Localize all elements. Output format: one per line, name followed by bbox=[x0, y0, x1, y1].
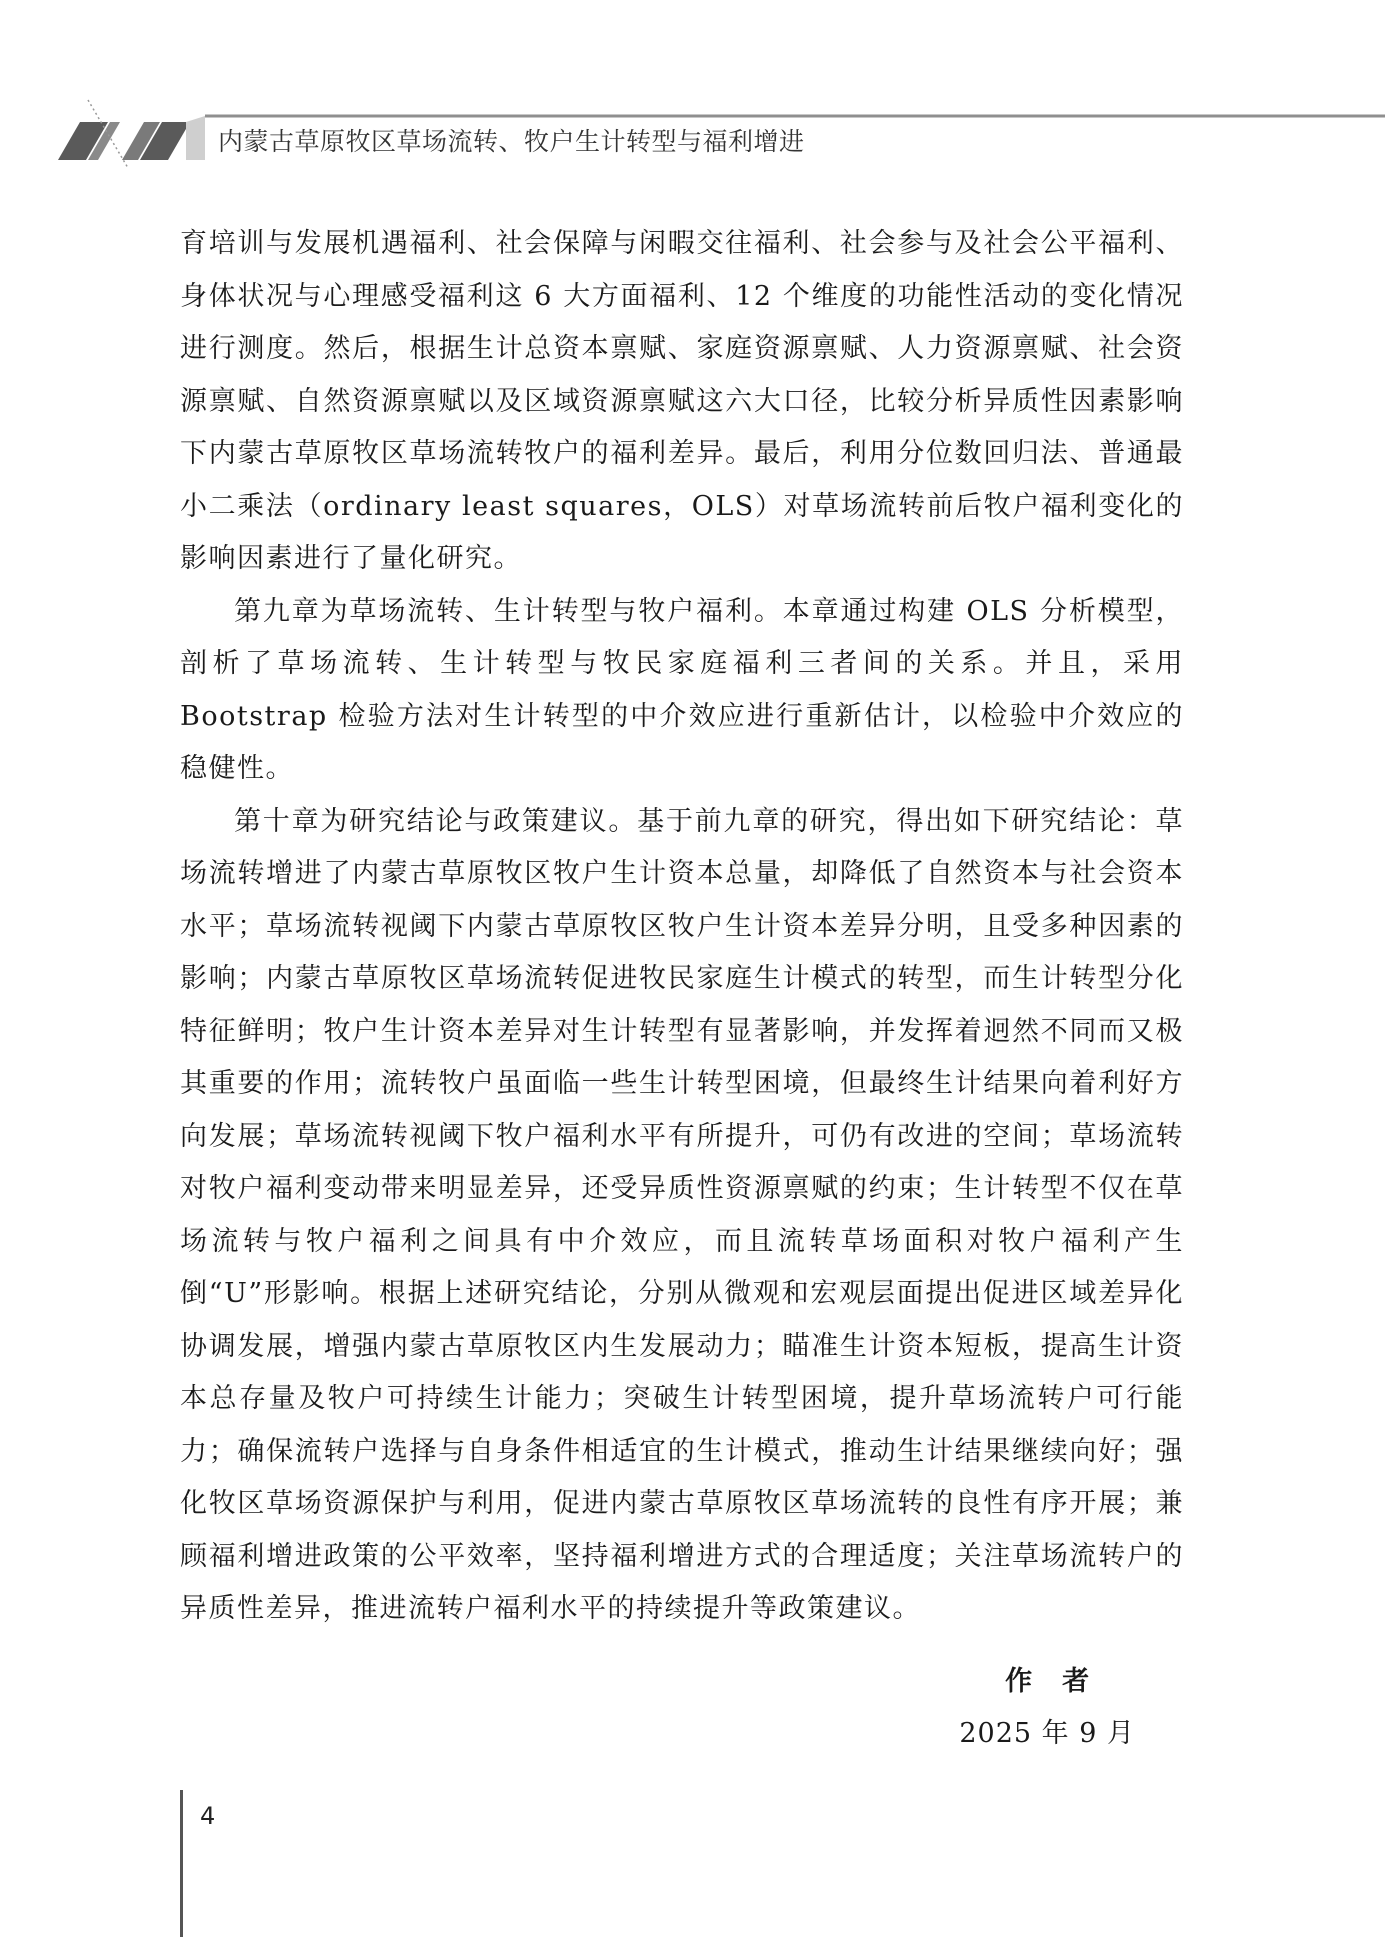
header-tab bbox=[186, 116, 205, 160]
paragraph: 第九章为草场流转、生计转型与牧户福利。本章通过构建 OLS 分析模型，剖析了草场流转、生计转型与牧民家庭福利三者间的关系。并且，采用 Bootstrap 检验方法对生计转型的中介效应进行重新估计，以检验中介效应的稳健性。 bbox=[180, 595, 1184, 784]
signature-block bbox=[959, 1656, 1135, 1760]
body-text bbox=[180, 218, 1184, 1636]
author-signature: 作者 bbox=[1005, 1666, 1120, 1697]
footer-rule bbox=[180, 1790, 183, 1937]
page-header bbox=[0, 0, 1385, 200]
header-decoration bbox=[0, 0, 1385, 200]
running-header-title: 内蒙古草原牧区草场流转、牧户生计转型与福利增进 bbox=[218, 127, 805, 156]
page-number: 4 bbox=[200, 1802, 216, 1830]
paragraph: 育培训与发展机遇福利、社会保障与闲暇交往福利、社会参与及社会公平福利、身体状况与心理感受福利这 6 大方面福利、12 个维度的功能性活动的变化情况进行测度。然后，根据生计总资本禀赋、家庭资源禀赋、人力资源禀赋、社会资源禀赋、自然资源禀赋以及区域资源禀赋这六大口径，比较分析异质性因素影响下内蒙古草原牧区草场流转牧户的福利差异。最后，利用分位数回归法、普通最小二乘法（ordinary least squares，OLS）对草场流转前后牧户福利变化的影响因素进行了量化研究。 bbox=[180, 228, 1184, 574]
paragraph: 第十章为研究结论与政策建议。基于前九章的研究，得出如下研究结论：草场流转增进了内蒙古草原牧区牧户生计资本总量，却降低了自然资本与社会资本水平；草场流转视阈下内蒙古草原牧区牧户生计资本差异分明，且受多种因素的影响；内蒙古草原牧区草场流转促进牧民家庭生计模式的转型，而生计转型分化特征鲜明；牧户生计资本差异对生计转型有显著影响，并发挥着迥然不同而又极其重要的作用；流转牧户虽面临一些生计转型困境，但最终生计结果向着利好方向发展；草场流转视阈下牧户福利水平有所提升，可仍有改进的空间；草场流转对牧户福利变动带来明显差异，还受异质性资源禀赋的约束；生计转型不仅在草场流转与牧户福利之间具有中介效应，而且流转草场面积对牧户福利产生倒“U”形影响。根据上述研究结论，分别从微观和宏观层面提出促进区域差异化协调发展，增强内蒙古草原牧区内生发展动力；瞄准生计资本短板，提高生计资本总存量及牧户可持续生计能力；突破生计转型困境，提升草场流转户可行能力；确保流转户选择与自身条件相适宜的生计模式，推动生计结果继续向好；强化牧区草场资源保护与利用，促进内蒙古草原牧区草场流转的良性有序开展；兼顾福利增进政策的公平效率，坚持福利增进方式的合理适度；关注草场流转户的异质性差异，推进流转户福利水平的持续提升等政策建议。 bbox=[180, 805, 1184, 1624]
signature-date: 2025 年 9 月 bbox=[959, 1718, 1135, 1749]
